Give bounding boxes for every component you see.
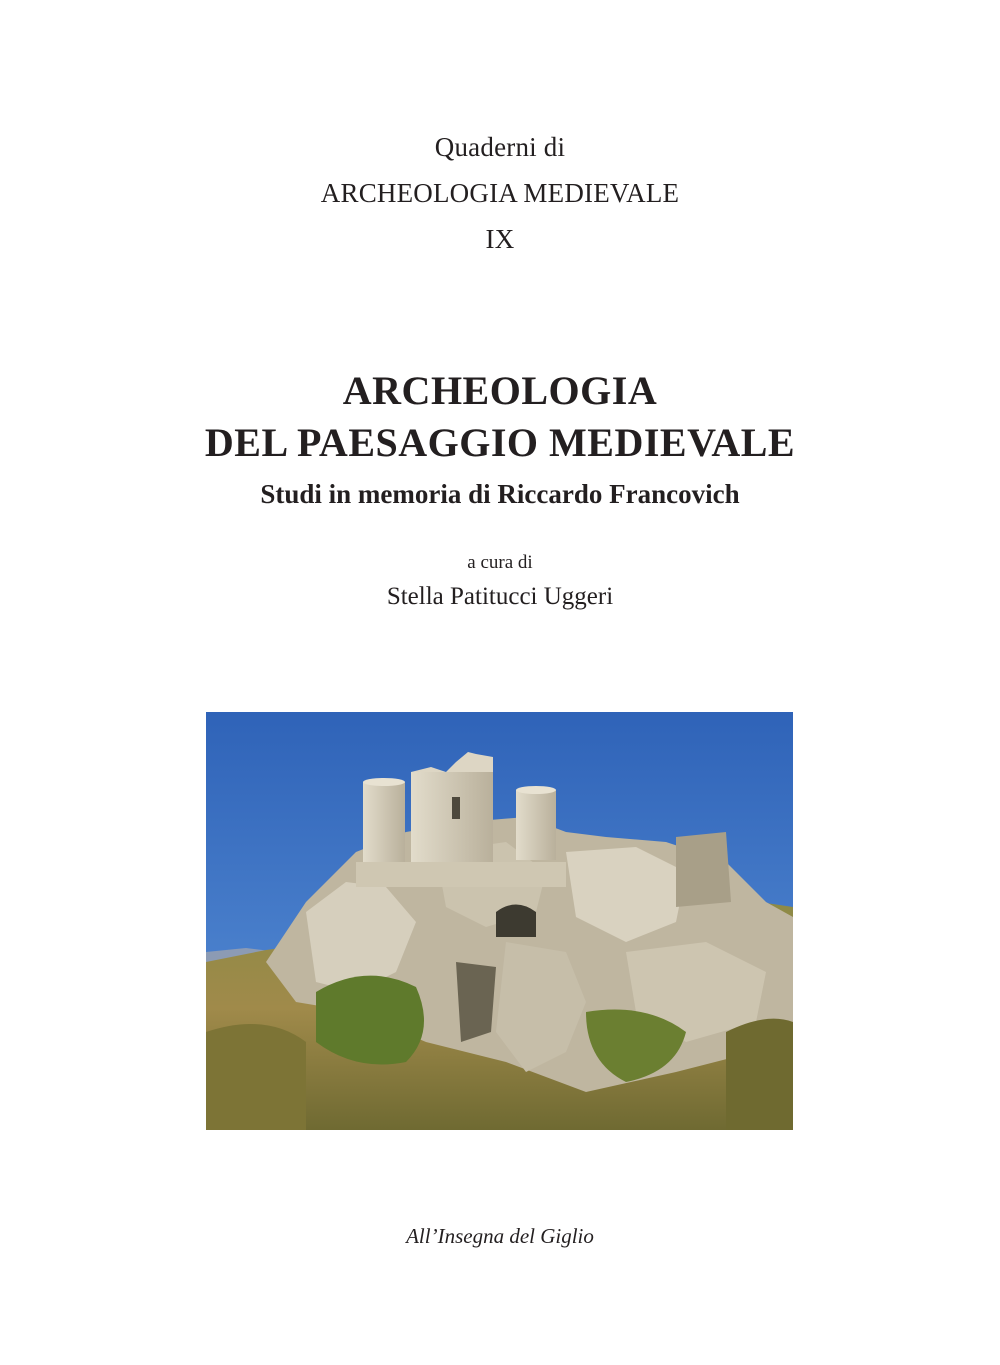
- editor-label: a cura di: [467, 552, 533, 573]
- series-label: Quaderni di: [434, 132, 566, 162]
- editor-name: Stella Patitucci Uggeri: [386, 583, 614, 610]
- volume-number: IX: [485, 224, 515, 254]
- series-block: [0, 124, 1000, 262]
- book-title: [0, 365, 1000, 469]
- publisher: All’Insegna del Giglio: [406, 1224, 594, 1248]
- castle-ruins-photo: [206, 712, 793, 1130]
- title-line-2: DEL PAESAGGIO MEDIEVALE: [204, 420, 796, 465]
- series-name: ARCHEOLOGIA MEDIEVALE: [320, 178, 680, 208]
- book-subtitle: Studi in memoria di Riccardo Francovich: [260, 479, 740, 509]
- title-line-1: ARCHEOLOGIA: [342, 368, 658, 413]
